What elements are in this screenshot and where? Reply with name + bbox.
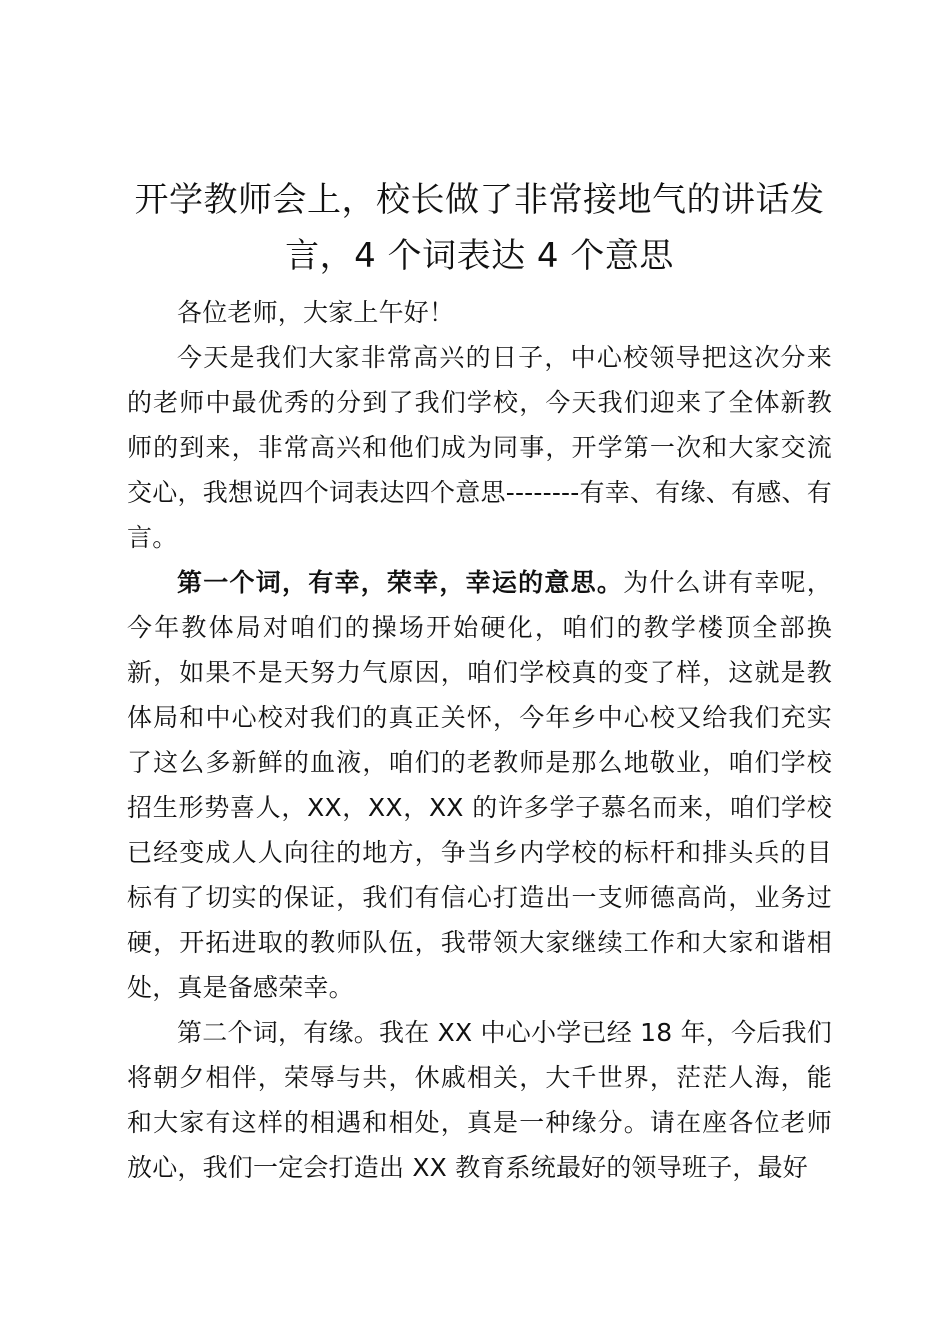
second-word-paragraph <box>127 1010 832 1190</box>
first-word-text: 为什么讲有幸呢，今年教体局对咱们的操场开始硬化，咱们的教学楼顶全部换新，如果不是天努力气原因，咱们学校真的变了样，这就是教体局和中心校对我们的真正关怀，今年乡中心校又给我们充实了这么多新鲜的血液，咱们的老教师是那么地敬业，咱们学校招生形势喜人，XX，XX，XX 的许多学子慕名而来，咱们学校已经变成人人向往的地方，争当乡内学校的标杆和排头兵的目标有了切实的保证，我们有信心打造出一支师德高尚，业务过硬，开拓进取的教师队伍，我带领大家继续工作和大家和谐相处，真是备感荣幸。 <box>127 568 832 1002</box>
first-word-paragraph <box>127 560 832 1010</box>
intro-paragraph <box>127 335 832 560</box>
second-word-text: 第二个词，有缘。我在 XX 中心小学已经 18 年，今后我们将朝夕相伴，荣辱与共，休戚相关，大千世界，茫茫人海，能和大家有这样的相遇和相处，真是一种缘分。请在座各位老师放心，我们一定会打造出 XX 教育系统最好的领导班子，最好 <box>127 1018 832 1182</box>
first-word-heading: 第一个词，有幸，荣幸，幸运的意思。 <box>177 568 624 597</box>
greeting-paragraph: 各位老师，大家上午好！ <box>177 298 455 327</box>
document-title: 开学教师会上，校长做了非常接地气的讲话发言，4 个词表达 4 个意思 <box>134 180 825 276</box>
document-page <box>127 172 832 1190</box>
intro-paragraph-text: 今天是我们大家非常高兴的日子，中心校领导把这次分来的老师中最优秀的分到了我们学校，今天我们迎来了全体新教师的到来，非常高兴和他们成为同事，开学第一次和大家交流交心，我想说四个词表达四个意思--------有幸、有缘、有感、有言。 <box>127 343 832 552</box>
